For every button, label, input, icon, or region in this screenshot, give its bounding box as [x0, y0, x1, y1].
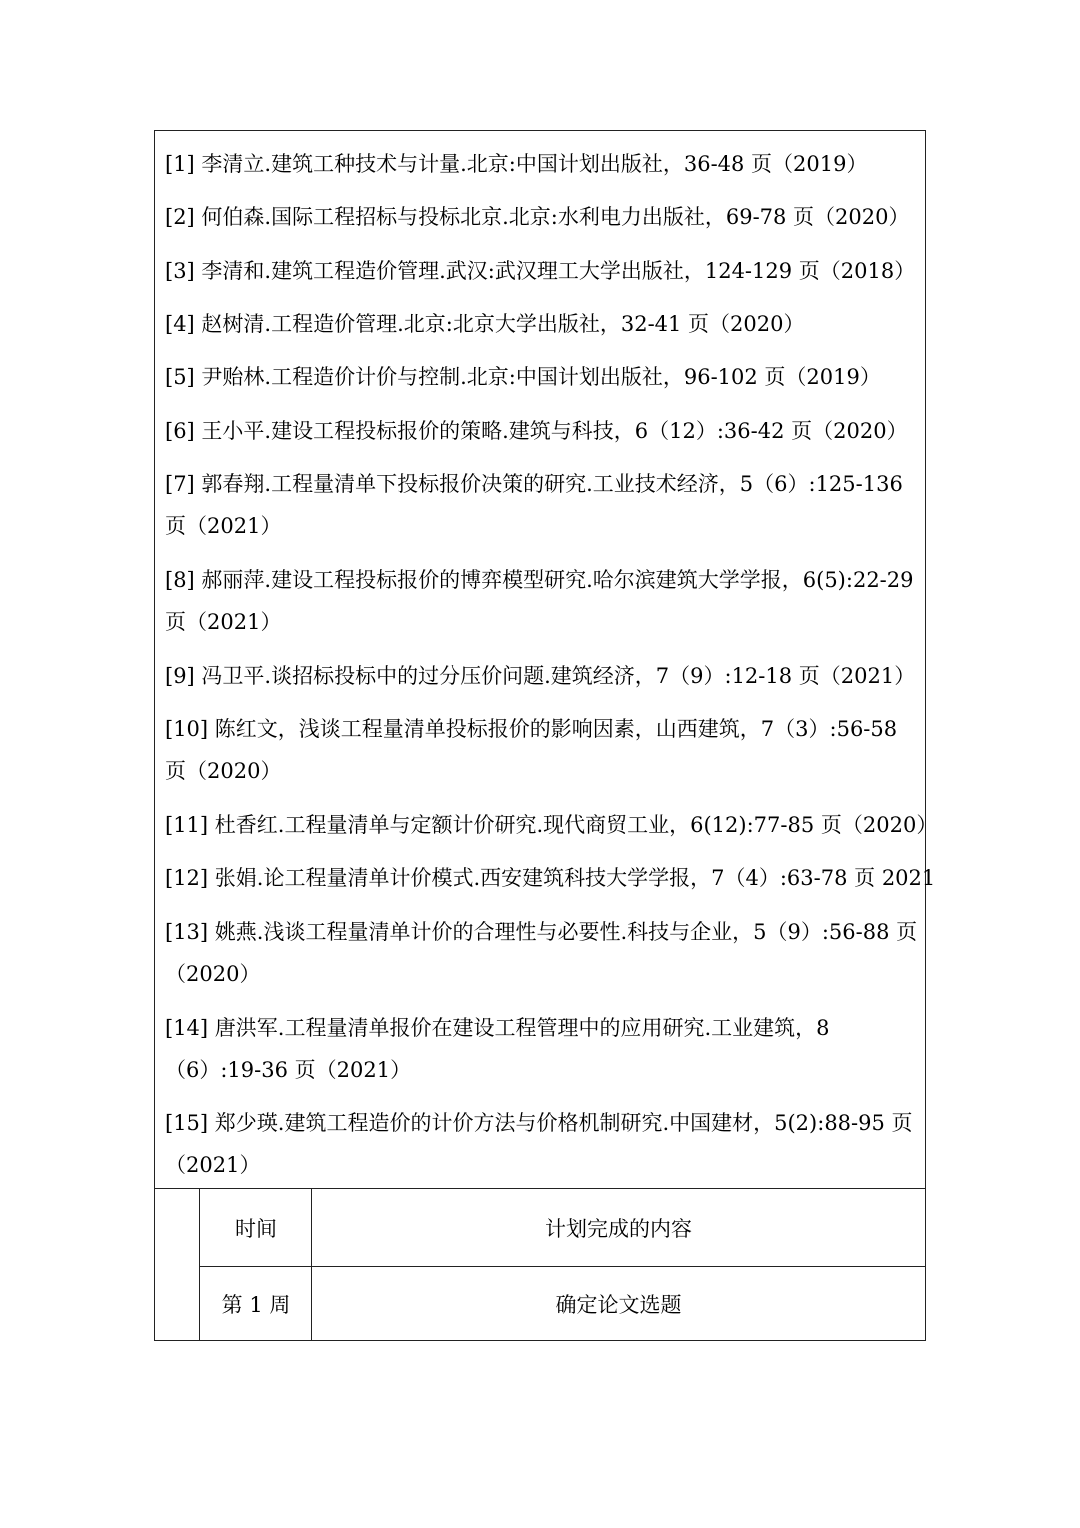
reference-item-7 [165, 463, 917, 547]
reference-text: [13] 姚燕.浅谈工程量清单计价的合理性与必要性.科技与企业，5（9）:56-88 页 [165, 920, 918, 944]
schedule-table [155, 1188, 925, 1340]
reference-item-10 [165, 708, 917, 792]
reference-text-continued: 页（2020） [165, 759, 282, 783]
reference-text-continued: （6）:19-36 页（2021） [165, 1058, 412, 1082]
reference-text-continued: 页（2021） [165, 610, 282, 634]
reference-item-14 [165, 1007, 917, 1091]
reference-item-5 [165, 356, 917, 398]
reference-text: [15] 郑少瑛.建筑工程造价的计价方法与价格机制研究.中国建材，5(2):88-95 页 [165, 1111, 913, 1135]
reference-text: [2] 何伯森.国际工程招标与投标北京.北京:水利电力出版社，69-78 页（2020） [165, 205, 910, 229]
schedule-header-content: 计划完成的内容 [545, 1216, 692, 1241]
reference-list [155, 131, 938, 1188]
reference-item-9 [165, 655, 917, 697]
reference-text: [6] 王小平.建设工程投标报价的策略.建筑与科技，6（12）:36-42 页（2020） [165, 419, 908, 443]
reference-item-4 [165, 303, 917, 345]
schedule-row-time: 第 1 周 [221, 1293, 291, 1317]
reference-text: [12] 张娟.论工程量清单计价模式.西安建筑科技大学学报，7（4）:63-78 页 2021 [165, 866, 936, 890]
reference-text: [8] 郝丽萍.建设工程投标报价的博弈模型研究.哈尔滨建筑大学学报，6(5):22-29 [165, 568, 914, 592]
reference-text-continued: （2020） [165, 962, 261, 986]
reference-item-12 [165, 857, 936, 899]
reference-text: [4] 赵树清.工程造价管理.北京:北京大学出版社，32-41 页（2020） [165, 312, 805, 336]
reference-item-15 [165, 1102, 917, 1186]
reference-text-continued: （2021） [165, 1153, 261, 1177]
reference-text: [11] 杜香红.工程量清单与定额计价研究.现代商贸工业，6(12):77-85 页（2020） [165, 813, 938, 837]
schedule-header-time: 时间 [235, 1216, 277, 1241]
reference-text: [10] 陈红文，浅谈工程量清单投标报价的影响因素，山西建筑，7（3）:56-58 [165, 717, 898, 741]
reference-text: [9] 冯卫平.谈招标投标中的过分压价问题.建筑经济，7（9）:12-18 页（2021） [165, 664, 916, 688]
reference-text: [7] 郭春翔.工程量清单下投标报价决策的研究.工业技术经济，5（6）:125-136 [165, 472, 903, 496]
reference-text: [14] 唐洪军.工程量清单报价在建设工程管理中的应用研究.工业建筑，8 [165, 1016, 830, 1040]
reference-item-8 [165, 559, 917, 643]
document-frame [154, 130, 938, 1341]
reference-item-1 [165, 143, 917, 185]
reference-item-6 [165, 410, 917, 452]
reference-item-13 [165, 911, 917, 995]
reference-text: [1] 李清立.建筑工种技术与计量.北京:中国计划出版社，36-48 页（2019） [165, 152, 868, 176]
reference-item-11 [165, 804, 938, 846]
schedule-row-content: 确定论文选题 [555, 1293, 682, 1317]
reference-text-continued: 页（2021） [165, 514, 282, 538]
reference-item-2 [165, 196, 917, 238]
reference-text: [3] 李清和.建筑工程造价管理.武汉:武汉理工大学出版社，124-129 页（2018） [165, 259, 916, 283]
reference-text: [5] 尹贻林.工程造价计价与控制.北京:中国计划出版社，96-102 页（2019） [165, 365, 881, 389]
schedule-left-cell [155, 1189, 200, 1340]
reference-item-3 [165, 250, 917, 292]
